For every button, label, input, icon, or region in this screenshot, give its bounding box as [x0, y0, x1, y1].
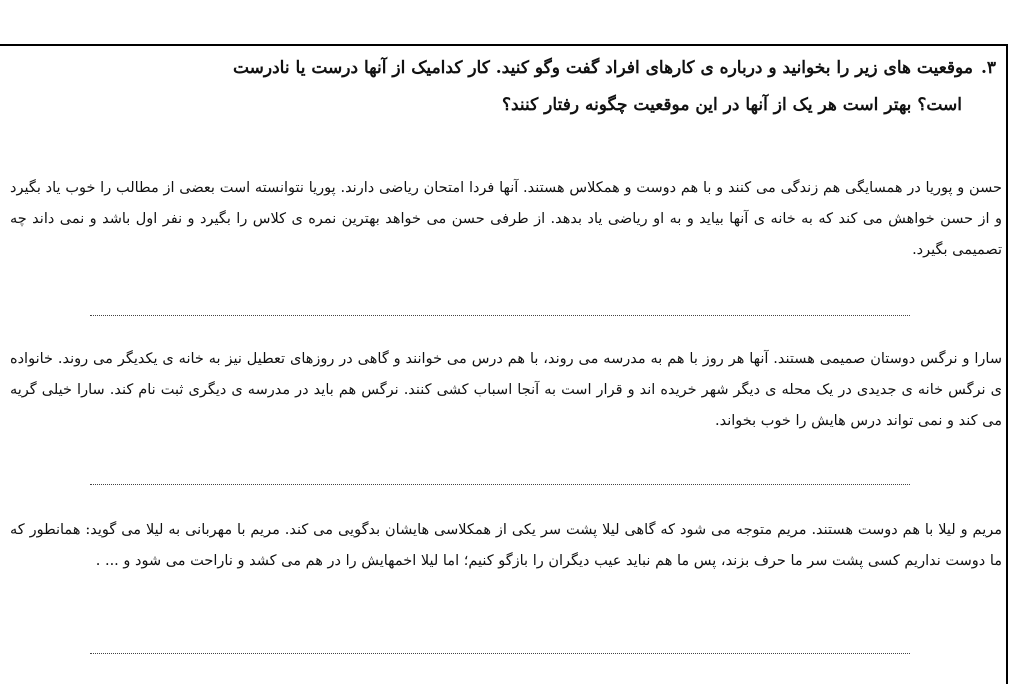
question-text-line-2: است؟ بهتر است هر یک از آنها در این موقعیت چگونه رفتار کنند؟ [501, 95, 962, 115]
question-heading [16, 50, 996, 124]
question-number: ۳. [980, 58, 996, 78]
answer-line-2[interactable] [90, 483, 910, 485]
question-text-line-1: موقعیت های زیر را بخوانید و درباره ی کارهای افراد گفت وگو کنید. کار کدامیک از آنها درست یا نادرست [232, 58, 973, 78]
scenario-1-text: حسن و پوریا در همسایگی هم زندگی می کنند و با هم دوست و همکلاس هستند. آنها فردا امتحان ریاضی دارند. پوریا نتوانسته است بعضی از مطالب را خوب یاد بگیرد و از حسن خواهش می کند که به خانه ی آنها بیاید و به او ریاضی یاد بدهد. از طرفی حسن می خواهد بهترین نمره ی کلاس را بگیرد و نفر اول باشد و نمی داند چه تصمیمی بگیرد. [10, 180, 1002, 258]
scenario-3-text: مریم و لیلا با هم دوست هستند. مریم متوجه می شود که گاهی لیلا پشت سر یکی از همکلاسی هایشان بدگویی می کند. مریم با مهربانی به لیلا می گوید: همانطور که ما دوست نداریم کسی پشت سر ما حرف بزند، پس ما هم نباید عیب دیگران را بازگو کنیم؛ اما لیلا اخمهایش را در هم می کشد و ناراحت می شود و ... . [10, 522, 1003, 569]
question-line-1 [16, 50, 996, 87]
scenario-2-text: سارا و نرگس دوستان صمیمی هستند. آنها هر روز با هم به مدرسه می روند، با هم درس می خوانند و گاهی در روزهای تعطیل نیز به خانه ی یکدیگر می روند. خانواده ی نرگس خانه ی جدیدی در یک محله ی دیگر شهر خریده اند و قرار است به آنجا اسباب کشی کنند. نرگس هم باید در مدرسه ی دیگری ثبت نام کند. سارا خیلی گریه می کند و نمی تواند درس هایش را خوب بخواند. [10, 351, 1002, 429]
answer-line-3[interactable] [90, 652, 910, 654]
answer-line-1[interactable] [90, 314, 910, 316]
